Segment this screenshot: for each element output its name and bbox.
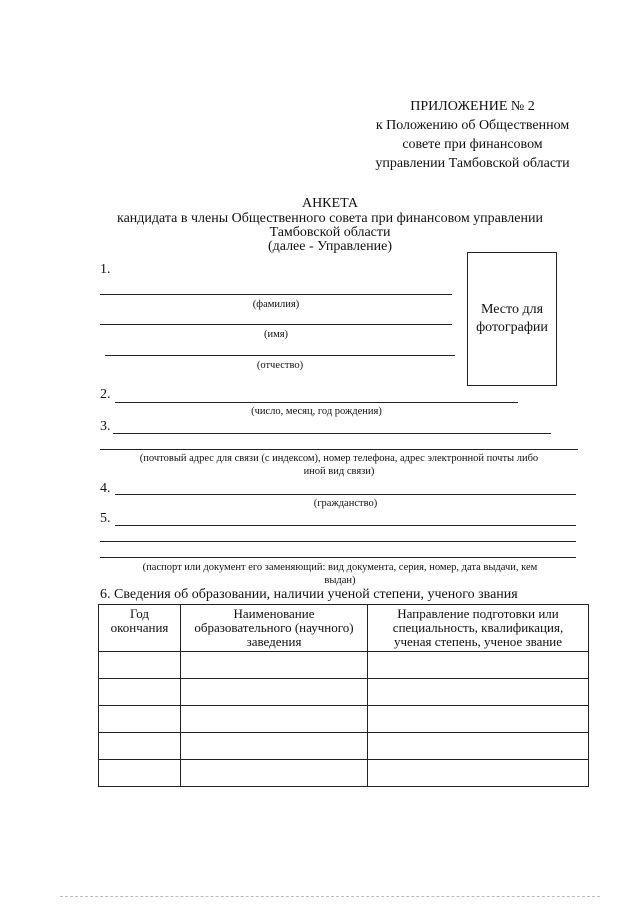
table-row [99,733,589,760]
form-subtitle: (далее - Управление) [267,239,393,254]
patronymic-caption: (отчество) [256,360,304,371]
column-header-institution [181,605,368,652]
table-cell[interactable] [368,652,589,679]
table-row [99,679,589,706]
contacts-input-line[interactable] [113,433,551,434]
appendix-title: ПРИЛОЖЕНИЕ № 2 [410,99,535,114]
table-cell[interactable] [368,706,589,733]
passport-caption-line: выдан) [324,575,356,586]
surname-caption: (фамилия) [252,299,300,310]
table-cell[interactable] [181,706,368,733]
field-number-3: 3. [100,419,111,434]
header-line: Год [129,606,150,621]
table-row [99,706,589,733]
appendix-header [350,97,595,173]
table-row [99,652,589,679]
birth-caption: (число, месяц, год рождения) [251,406,382,417]
contacts-input-line-2[interactable] [100,449,578,450]
column-header-year [99,605,181,652]
form-title: АНКЕТА [301,196,359,211]
field-number-1: 1. [100,262,111,277]
appendix-line: управлении Тамбовской области [375,156,570,171]
name-input-line[interactable] [100,324,452,325]
birth-input-line[interactable] [115,402,518,403]
table-cell[interactable] [181,652,368,679]
name-caption: (имя) [263,329,289,340]
field-number-5: 5. [100,511,111,526]
passport-input-line-2[interactable] [100,541,576,542]
photo-label: фотографии [476,320,548,335]
citizenship-input-line[interactable] [115,494,576,495]
appendix-line: к Положению об Общественном [375,118,570,133]
table-cell[interactable] [181,679,368,706]
citizenship-caption: (гражданство) [313,498,378,509]
header-line: заведения [246,634,302,649]
table-cell[interactable] [181,760,368,787]
photo-label: Место для [480,302,544,317]
contacts-caption-line: (почтовый адрес для связи (с индексом), номер телефона, адрес электронной почты либо [139,453,539,464]
form-title-block [90,195,570,254]
table-row [99,760,589,787]
form-subtitle: Тамбовской области [269,225,391,240]
header-line: ученая степень, ученое звание [393,634,563,649]
header-line: Направление подготовки или [397,606,559,621]
education-heading: 6. Сведения об образовании, наличии ученой степени, ученого звания [100,587,518,602]
form-subtitle: кандидата в члены Общественного совета при финансовом управлении [116,211,543,226]
scan-artifact-line [60,896,600,897]
field-number-2: 2. [100,387,111,402]
table-cell[interactable] [181,733,368,760]
passport-caption-line: (паспорт или документ его заменяющий: вид документа, серия, номер, дата выдачи, кем [142,562,538,573]
table-cell[interactable] [368,760,589,787]
field-number-4: 4. [100,481,111,496]
header-line: специальность, квалификация, [392,620,564,635]
appendix-line: совете при финансовом [402,137,543,152]
header-line: Наименование [233,606,315,621]
table-header-row [99,605,589,652]
table-cell[interactable] [99,760,181,787]
education-table [98,604,589,787]
patronymic-input-line[interactable] [105,355,455,356]
table-cell[interactable] [99,679,181,706]
table-cell[interactable] [368,679,589,706]
table-cell[interactable] [368,733,589,760]
table-cell[interactable] [99,733,181,760]
surname-input-line[interactable] [100,294,452,295]
contacts-caption-line: иной вид связи) [303,466,375,477]
table-cell[interactable] [99,706,181,733]
column-header-specialty [368,605,589,652]
passport-input-line-3[interactable] [100,557,576,558]
photo-placeholder [467,252,557,386]
passport-input-line[interactable] [115,525,576,526]
header-line: образовательного (научного) [194,620,354,635]
passport-caption [100,561,580,587]
table-cell[interactable] [99,652,181,679]
contacts-caption [100,452,578,478]
header-line: окончания [110,620,169,635]
